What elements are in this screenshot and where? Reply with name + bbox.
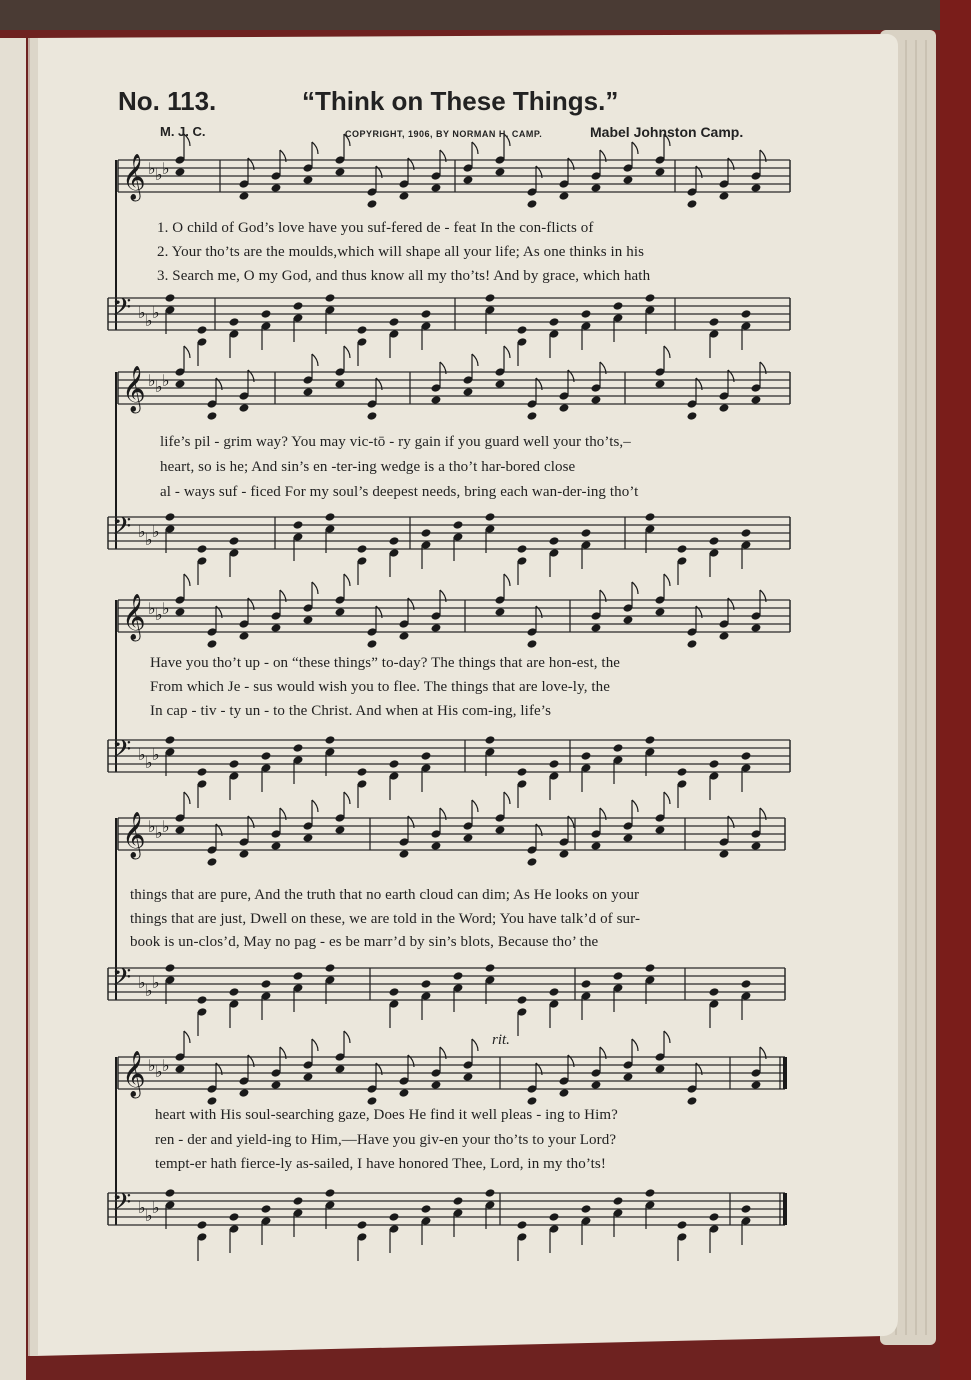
hymn-number: No. 113.: [118, 86, 217, 116]
bass-clef-icon: 𝄢: [112, 963, 132, 998]
lyric-line: 2. Your tho’ts are the moulds,which will shape all your life; As one thinks in his: [157, 244, 645, 260]
flat-icon: ♭: [138, 745, 146, 764]
flat-icon: ♭: [162, 817, 170, 836]
lyric-line: tempt-er hath fierce-ly as-sailed, I have honored Thee, Lord, in my tho’ts!: [155, 1156, 606, 1172]
treble-clef-icon: 𝄞: [122, 366, 146, 412]
flat-icon: ♭: [152, 745, 160, 764]
lyric-line: al - ways suf - ficed For my soul’s deepest needs, bring each wan-der-ing tho’t: [160, 484, 639, 500]
bass-clef-icon: 𝄢: [112, 293, 132, 328]
bass-clef-icon: 𝄢: [112, 1188, 132, 1223]
flat-icon: ♭: [155, 1062, 163, 1081]
copyright-line: COPYRIGHT, 1906, BY NORMAN H. CAMP.: [345, 129, 543, 139]
flat-icon: ♭: [145, 981, 153, 1000]
flat-icon: ♭: [148, 1056, 156, 1075]
final-barline-thick: [783, 1057, 787, 1089]
lyric-line: In cap - tiv - ty un - to the Christ. And when at His com-ing, life’s: [150, 703, 552, 719]
page-gutter-shadow: [28, 38, 38, 1356]
flat-icon: ♭: [145, 1206, 153, 1225]
lyric-line: heart, so is he; And sin’s en -ter-ing wedge is a tho’t har-bored close: [160, 459, 576, 475]
flat-icon: ♭: [152, 1198, 160, 1217]
lyric-line: From which Je - sus would wish you to flee. The things that are love-ly, the: [150, 679, 611, 695]
flat-icon: ♭: [148, 817, 156, 836]
lyric-line: book is un-clos’d, May no pag - es be marr’d by sin’s blots, Because tho’ the: [130, 934, 599, 950]
flat-icon: ♭: [152, 973, 160, 992]
treble-clef-icon: 𝄞: [122, 812, 146, 858]
flat-icon: ♭: [138, 303, 146, 322]
lyric-line: 3. Search me, O my God, and thus know all my tho’ts! And by grace, which hath: [157, 268, 651, 284]
flat-icon: ♭: [162, 599, 170, 618]
left-page-edge: [0, 38, 26, 1380]
lyric-line: things that are just, Dwell on these, we are told in the Word; You have talk’d of sur-: [130, 911, 641, 927]
flat-icon: ♭: [152, 303, 160, 322]
lyric-line: 1. O child of God’s love have you suf-fered de - feat In the con-flicts of: [157, 220, 594, 236]
author-initials: M. J. C.: [160, 124, 206, 139]
lyric-line: ren - der and yield-ing to Him,—Have you giv-en your tho’ts to your Lord?: [155, 1132, 617, 1148]
lyric-line: heart with His soul-searching gaze, Does He find it well pleas - ing to Him?: [155, 1107, 618, 1123]
flat-icon: ♭: [155, 165, 163, 184]
flat-icon: ♭: [152, 522, 160, 541]
tempo-marking: rit.: [492, 1032, 510, 1048]
flat-icon: ♭: [145, 753, 153, 772]
flat-icon: ♭: [155, 605, 163, 624]
bass-clef-icon: 𝄢: [112, 512, 132, 547]
treble-clef-icon: 𝄞: [122, 1051, 146, 1097]
flat-icon: ♭: [148, 371, 156, 390]
flat-icon: ♭: [155, 823, 163, 842]
treble-clef-icon: 𝄞: [122, 594, 146, 640]
flat-icon: ♭: [145, 530, 153, 549]
composer-name: Mabel Johnston Camp.: [590, 124, 744, 140]
flat-icon: ♭: [138, 973, 146, 992]
flat-icon: ♭: [162, 1056, 170, 1075]
lyric-line: life’s pil - grim way? You may vic-tō - ry gain if you guard well your tho’ts,–: [160, 434, 631, 450]
lyric-line: Have you tho’t up - on “these things” to-day? The things that are hon-est, the: [150, 655, 621, 671]
flat-icon: ♭: [145, 311, 153, 330]
final-barline-thick: [783, 1193, 787, 1225]
flat-icon: ♭: [138, 522, 146, 541]
hymn-title: “Think on These Things.”: [302, 86, 619, 116]
flat-icon: ♭: [148, 159, 156, 178]
flat-icon: ♭: [162, 159, 170, 178]
cover-spine-edge: [940, 0, 971, 1380]
flat-icon: ♭: [148, 599, 156, 618]
flat-icon: ♭: [155, 377, 163, 396]
flat-icon: ♭: [162, 371, 170, 390]
lyric-line: things that are pure, And the truth that no earth cloud can dim; As He looks on your: [130, 887, 640, 903]
flat-icon: ♭: [138, 1198, 146, 1217]
cover-top-edge: [0, 0, 971, 30]
bass-clef-icon: 𝄢: [112, 735, 132, 770]
treble-clef-icon: 𝄞: [122, 154, 146, 200]
